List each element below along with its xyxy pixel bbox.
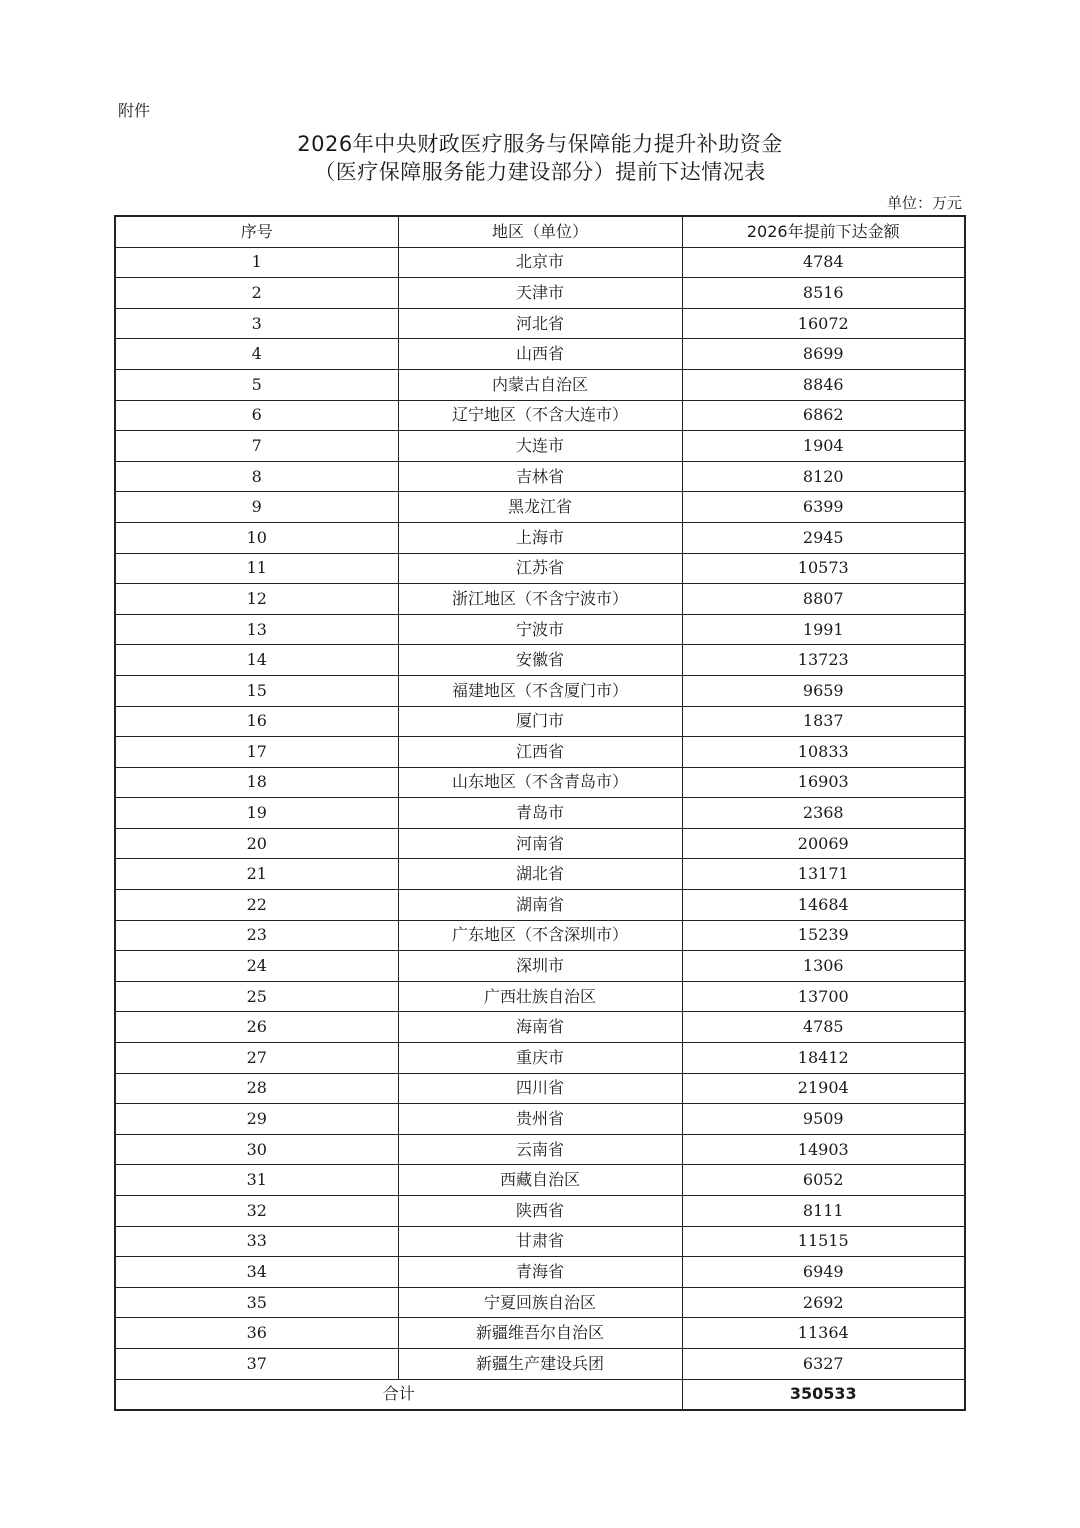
row-region-cell: 内蒙古自治区 [398, 369, 682, 400]
row-amount-cell: 13700 [682, 981, 965, 1012]
row-seq-cell: 12 [115, 584, 398, 615]
row-seq-cell: 17 [115, 737, 398, 768]
row-amount-cell: 2692 [682, 1287, 965, 1318]
table-body [115, 247, 965, 1379]
table-row [115, 798, 965, 829]
row-amount-cell: 14684 [682, 890, 965, 921]
row-amount-cell: 11364 [682, 1318, 965, 1349]
row-region-cell: 贵州省 [398, 1104, 682, 1135]
row-region-cell: 江西省 [398, 737, 682, 768]
table-row [115, 1012, 965, 1043]
row-region-cell: 天津市 [398, 278, 682, 309]
row-amount-cell: 9509 [682, 1104, 965, 1135]
row-seq-cell: 10 [115, 522, 398, 553]
row-region-cell: 大连市 [398, 431, 682, 462]
row-amount-cell: 16072 [682, 308, 965, 339]
table-header-row [115, 216, 965, 247]
row-seq-cell: 27 [115, 1043, 398, 1074]
row-amount-cell: 4784 [682, 247, 965, 278]
row-seq-cell: 11 [115, 553, 398, 584]
row-region-cell: 广西壮族自治区 [398, 981, 682, 1012]
row-amount-cell: 1904 [682, 431, 965, 462]
row-region-cell: 安徽省 [398, 645, 682, 676]
row-seq-cell: 21 [115, 859, 398, 890]
row-region-cell: 青海省 [398, 1257, 682, 1288]
row-seq-cell: 8 [115, 461, 398, 492]
row-region-cell: 山东地区（不含青岛市） [398, 767, 682, 798]
row-amount-cell: 8846 [682, 369, 965, 400]
table-row [115, 369, 965, 400]
column-header-region: 地区（单位） [398, 216, 682, 247]
row-amount-cell: 13723 [682, 645, 965, 676]
table-row [115, 553, 965, 584]
table-row [115, 1196, 965, 1227]
row-region-cell: 河北省 [398, 308, 682, 339]
row-region-cell: 宁波市 [398, 614, 682, 645]
table-row [115, 400, 965, 431]
row-amount-cell: 8699 [682, 339, 965, 370]
row-seq-cell: 28 [115, 1073, 398, 1104]
row-region-cell: 云南省 [398, 1134, 682, 1165]
row-region-cell: 浙江地区（不含宁波市） [398, 584, 682, 615]
total-row [115, 1379, 965, 1410]
row-amount-cell: 16903 [682, 767, 965, 798]
table-row [115, 1134, 965, 1165]
table-row [115, 1043, 965, 1074]
row-seq-cell: 16 [115, 706, 398, 737]
row-seq-cell: 31 [115, 1165, 398, 1196]
row-region-cell: 新疆生产建设兵团 [398, 1348, 682, 1379]
table-row [115, 584, 965, 615]
row-region-cell: 河南省 [398, 828, 682, 859]
table-row [115, 1257, 965, 1288]
row-seq-cell: 13 [115, 614, 398, 645]
row-amount-cell: 9659 [682, 675, 965, 706]
row-amount-cell: 6399 [682, 492, 965, 523]
row-amount-cell: 4785 [682, 1012, 965, 1043]
row-seq-cell: 2 [115, 278, 398, 309]
row-seq-cell: 5 [115, 369, 398, 400]
row-region-cell: 重庆市 [398, 1043, 682, 1074]
row-seq-cell: 36 [115, 1318, 398, 1349]
row-amount-cell: 6052 [682, 1165, 965, 1196]
row-seq-cell: 7 [115, 431, 398, 462]
row-region-cell: 福建地区（不含厦门市） [398, 675, 682, 706]
table-row [115, 522, 965, 553]
row-seq-cell: 6 [115, 400, 398, 431]
column-header-amount: 2026年提前下达金额 [682, 216, 965, 247]
row-seq-cell: 20 [115, 828, 398, 859]
table-row [115, 1348, 965, 1379]
row-seq-cell: 14 [115, 645, 398, 676]
row-seq-cell: 19 [115, 798, 398, 829]
row-region-cell: 北京市 [398, 247, 682, 278]
table-row [115, 461, 965, 492]
table-row [115, 1318, 965, 1349]
row-amount-cell: 8807 [682, 584, 965, 615]
row-seq-cell: 1 [115, 247, 398, 278]
table-row [115, 1073, 965, 1104]
table-row [115, 492, 965, 523]
row-region-cell: 上海市 [398, 522, 682, 553]
document-title-line-2: （医疗保障服务能力建设部分）提前下达情况表 [314, 160, 766, 184]
row-amount-cell: 11515 [682, 1226, 965, 1257]
row-seq-cell: 32 [115, 1196, 398, 1227]
row-region-cell: 黑龙江省 [398, 492, 682, 523]
document-title-line-1: 2026年中央财政医疗服务与保障能力提升补助资金 [297, 132, 783, 156]
row-amount-cell: 8120 [682, 461, 965, 492]
row-seq-cell: 33 [115, 1226, 398, 1257]
allocation-table [114, 215, 966, 1411]
row-region-cell: 江苏省 [398, 553, 682, 584]
table-row [115, 1287, 965, 1318]
row-region-cell: 新疆维吾尔自治区 [398, 1318, 682, 1349]
table-row [115, 308, 965, 339]
row-region-cell: 湖北省 [398, 859, 682, 890]
row-amount-cell: 8111 [682, 1196, 965, 1227]
row-region-cell: 湖南省 [398, 890, 682, 921]
row-seq-cell: 35 [115, 1287, 398, 1318]
row-seq-cell: 18 [115, 767, 398, 798]
row-amount-cell: 2368 [682, 798, 965, 829]
row-seq-cell: 37 [115, 1348, 398, 1379]
row-seq-cell: 9 [115, 492, 398, 523]
row-seq-cell: 3 [115, 308, 398, 339]
total-label: 合计 [115, 1379, 682, 1410]
row-amount-cell: 1306 [682, 951, 965, 982]
row-region-cell: 青岛市 [398, 798, 682, 829]
table-row [115, 675, 965, 706]
row-amount-cell: 6862 [682, 400, 965, 431]
total-amount: 350533 [682, 1379, 965, 1410]
row-region-cell: 四川省 [398, 1073, 682, 1104]
row-region-cell: 陕西省 [398, 1196, 682, 1227]
row-seq-cell: 25 [115, 981, 398, 1012]
row-amount-cell: 13171 [682, 859, 965, 890]
row-amount-cell: 6949 [682, 1257, 965, 1288]
table-row [115, 339, 965, 370]
table-row [115, 737, 965, 768]
table-row [115, 981, 965, 1012]
row-amount-cell: 1991 [682, 614, 965, 645]
table-row [115, 859, 965, 890]
row-seq-cell: 30 [115, 1134, 398, 1165]
row-seq-cell: 4 [115, 339, 398, 370]
table-row [115, 614, 965, 645]
table-row [115, 431, 965, 462]
row-seq-cell: 22 [115, 890, 398, 921]
row-amount-cell: 8516 [682, 278, 965, 309]
table-row [115, 247, 965, 278]
row-region-cell: 西藏自治区 [398, 1165, 682, 1196]
row-seq-cell: 26 [115, 1012, 398, 1043]
table-row [115, 767, 965, 798]
row-seq-cell: 15 [115, 675, 398, 706]
row-seq-cell: 29 [115, 1104, 398, 1135]
table-row [115, 1165, 965, 1196]
table-row [115, 706, 965, 737]
table-row [115, 278, 965, 309]
table-row [115, 1226, 965, 1257]
row-amount-cell: 14903 [682, 1134, 965, 1165]
row-amount-cell: 10573 [682, 553, 965, 584]
row-region-cell: 海南省 [398, 1012, 682, 1043]
row-region-cell: 山西省 [398, 339, 682, 370]
row-amount-cell: 15239 [682, 920, 965, 951]
row-amount-cell: 20069 [682, 828, 965, 859]
row-region-cell: 广东地区（不含深圳市） [398, 920, 682, 951]
column-header-seq: 序号 [115, 216, 398, 247]
row-region-cell: 甘肃省 [398, 1226, 682, 1257]
table-row [115, 828, 965, 859]
row-region-cell: 深圳市 [398, 951, 682, 982]
row-amount-cell: 21904 [682, 1073, 965, 1104]
row-region-cell: 宁夏回族自治区 [398, 1287, 682, 1318]
attachment-label: 附件 [118, 101, 151, 120]
row-region-cell: 厦门市 [398, 706, 682, 737]
row-amount-cell: 6327 [682, 1348, 965, 1379]
table-row [115, 951, 965, 982]
row-region-cell: 辽宁地区（不含大连市） [398, 400, 682, 431]
row-amount-cell: 2945 [682, 522, 965, 553]
table-row [115, 645, 965, 676]
row-region-cell: 吉林省 [398, 461, 682, 492]
row-seq-cell: 34 [115, 1257, 398, 1288]
row-seq-cell: 24 [115, 951, 398, 982]
row-amount-cell: 1837 [682, 706, 965, 737]
unit-label: 单位：万元 [886, 194, 962, 212]
row-amount-cell: 10833 [682, 737, 965, 768]
table-row [115, 890, 965, 921]
table-row [115, 920, 965, 951]
row-seq-cell: 23 [115, 920, 398, 951]
table-row [115, 1104, 965, 1135]
row-amount-cell: 18412 [682, 1043, 965, 1074]
